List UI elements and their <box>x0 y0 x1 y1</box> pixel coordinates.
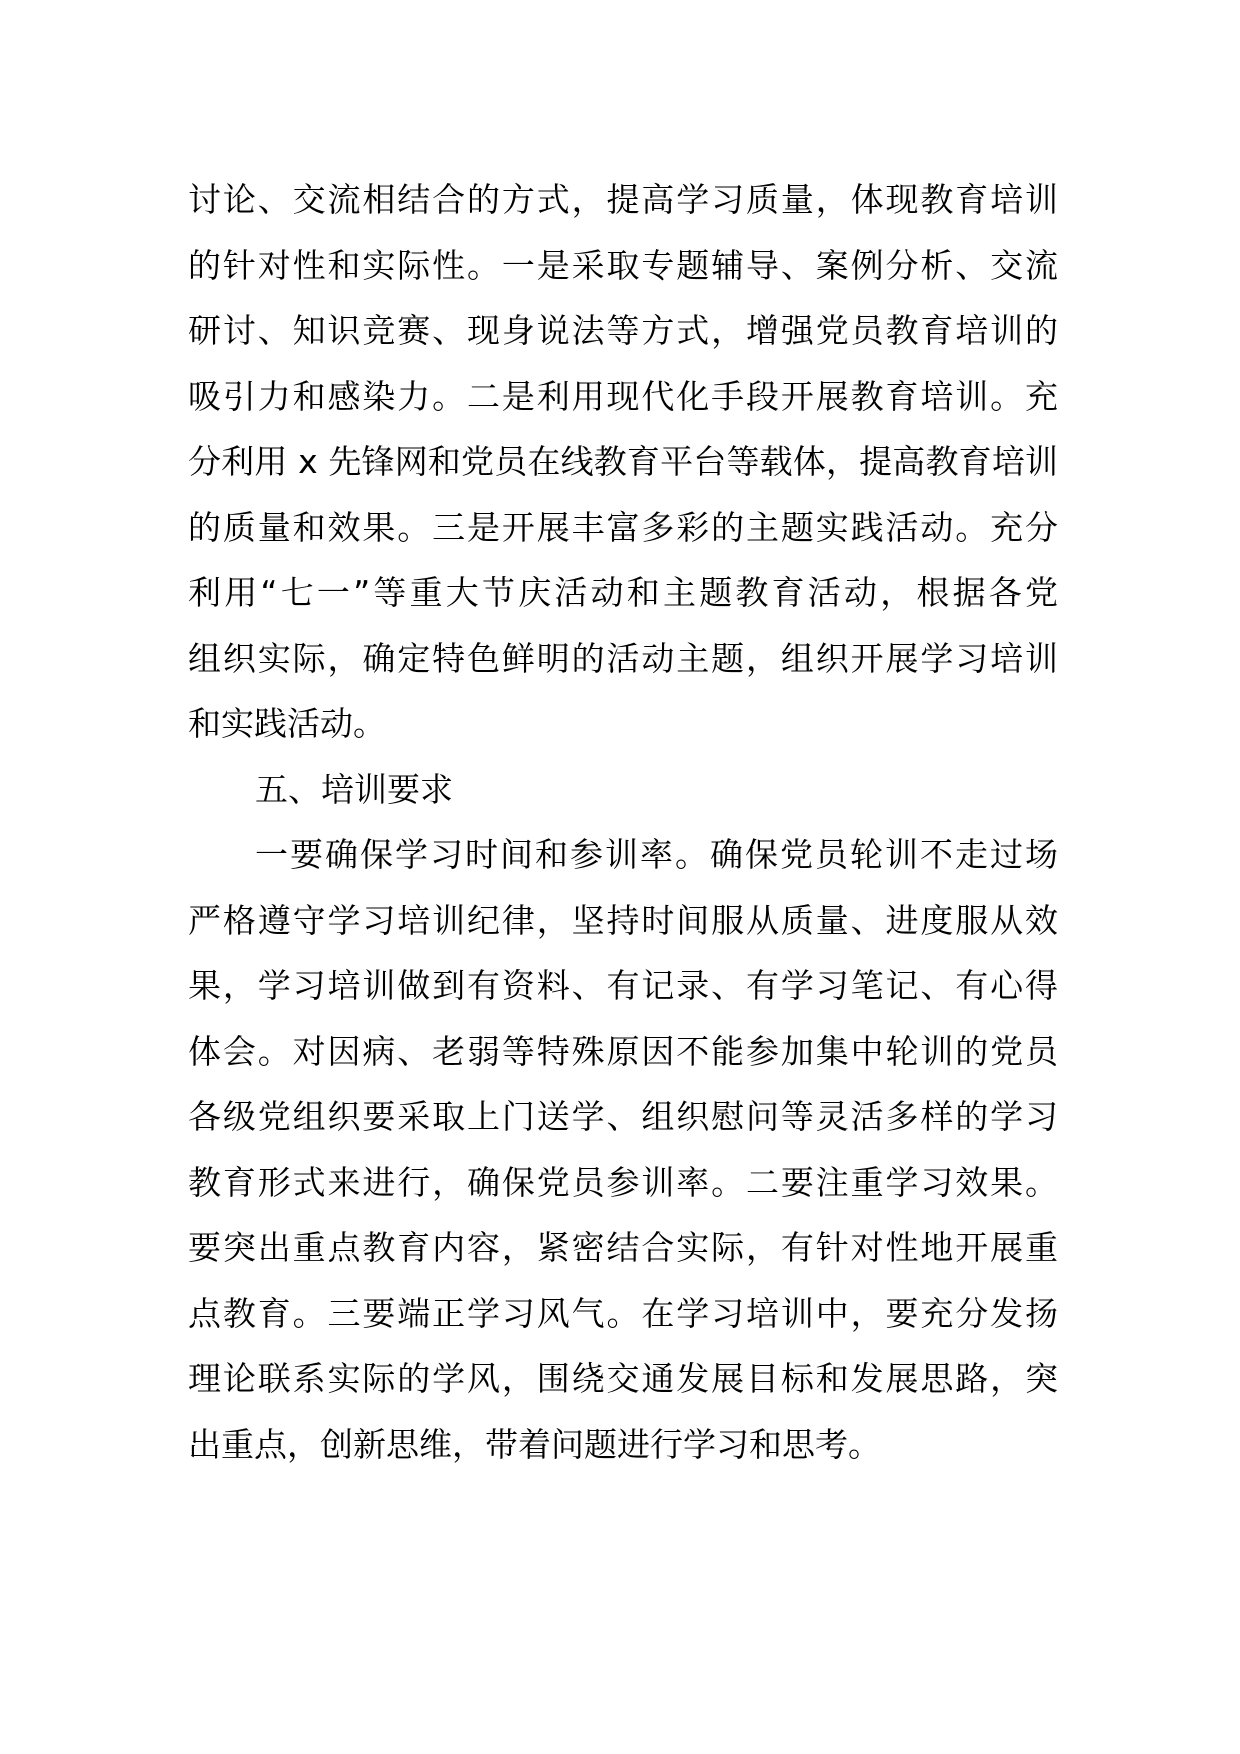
text-line: 一要确保学习时间和参训率。确保党员轮训不走过场 <box>255 835 1058 874</box>
text-line: 点教育。三要端正学习风气。在学习培训中，要充分发扬 <box>188 1293 1058 1333</box>
text-line: 的针对性和实际性。一是采取专题辅导、案例分析、交流 <box>188 245 1058 285</box>
text-line: 理论联系实际的学风，围绕交通发展目标和发展思路，突 <box>188 1359 1058 1398</box>
text-line: 严格遵守学习培训纪律，坚持时间服从质量、进度服从效 <box>188 900 1058 940</box>
document-body <box>188 167 1058 1477</box>
text-line: 各级党组织要采取上门送学、组织慰问等灵活多样的学习 <box>188 1097 1058 1136</box>
text-line: 的质量和效果。三是开展丰富多彩的主题实践活动。充分 <box>188 507 1058 547</box>
text-line: 利用“七一”等重大节庆活动和主题教育活动，根据各党 <box>188 573 1058 612</box>
text-line: 组织实际，确定特色鲜明的活动主题，组织开展学习培训 <box>188 638 1058 678</box>
text-line: 果，学习培训做到有资料、有记录、有学习笔记、有心得 <box>188 966 1058 1005</box>
text-line: 要突出重点教育内容，紧密结合实际，有针对性地开展重 <box>188 1228 1058 1267</box>
text-line: 吸引力和感染力。二是利用现代化手段开展教育培训。充 <box>188 376 1058 416</box>
text-line: 出重点，创新思维，带着问题进行学习和思考。 <box>188 1424 881 1464</box>
text-line: 讨论、交流相结合的方式，提高学习质量，体现教育培训 <box>188 180 1058 219</box>
text-line: 教育形式来进行，确保党员参训率。二要注重学习效果。 <box>188 1162 1058 1202</box>
text-line: 体会。对因病、老弱等特殊原因不能参加集中轮训的党员 <box>188 1031 1058 1071</box>
text-line: 分利用 x 先锋网和党员在线教育平台等载体，提高教育培训 <box>188 442 1058 481</box>
text-line: 研讨、知识竞赛、现身说法等方式，增强党员教育培训的 <box>188 311 1058 350</box>
text-line: 和实践活动。 <box>188 704 386 743</box>
section-heading: 五、培训要求 <box>255 769 453 809</box>
